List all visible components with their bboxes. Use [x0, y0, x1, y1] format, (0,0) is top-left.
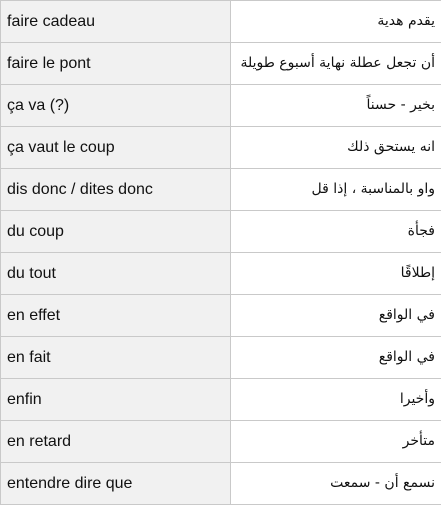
arabic-translation: في الواقع: [231, 337, 441, 379]
french-term: du coup: [1, 211, 231, 253]
table-row: [1, 211, 441, 253]
arabic-translation: بخير - حسناً: [231, 85, 441, 127]
french-term: en retard: [1, 421, 231, 463]
table-row: [1, 337, 441, 379]
french-term: entendre dire que: [1, 463, 231, 505]
table-row: [1, 295, 441, 337]
arabic-translation: فجأة: [231, 211, 441, 253]
french-term: enfin: [1, 379, 231, 421]
french-term: du tout: [1, 253, 231, 295]
french-term: en effet: [1, 295, 231, 337]
french-term: faire le pont: [1, 43, 231, 85]
arabic-translation: نسمع أن - سمعت: [231, 463, 441, 505]
table-row: [1, 1, 441, 43]
table-row: [1, 85, 441, 127]
table-row: [1, 379, 441, 421]
table-body: [1, 1, 441, 505]
french-term: ça vaut le coup: [1, 127, 231, 169]
arabic-translation: أن تجعل عطلة نهاية أسبوع طويلة: [231, 43, 441, 85]
table-row: [1, 463, 441, 505]
table-row: [1, 421, 441, 463]
arabic-translation: في الواقع: [231, 295, 441, 337]
french-term: dis donc / dites donc: [1, 169, 231, 211]
arabic-translation: إطلاقًا: [231, 253, 441, 295]
table-row: [1, 169, 441, 211]
table-row: [1, 253, 441, 295]
french-term: faire cadeau: [1, 1, 231, 43]
table-row: [1, 43, 441, 85]
arabic-translation: يقدم هدية: [231, 1, 441, 43]
arabic-translation: واو بالمناسبة ، إذا قل: [231, 169, 441, 211]
arabic-translation: انه يستحق ذلك: [231, 127, 441, 169]
arabic-translation: متأخر: [231, 421, 441, 463]
french-term: en fait: [1, 337, 231, 379]
table-row: [1, 127, 441, 169]
french-term: ça va (?): [1, 85, 231, 127]
arabic-translation: وأخيرا: [231, 379, 441, 421]
